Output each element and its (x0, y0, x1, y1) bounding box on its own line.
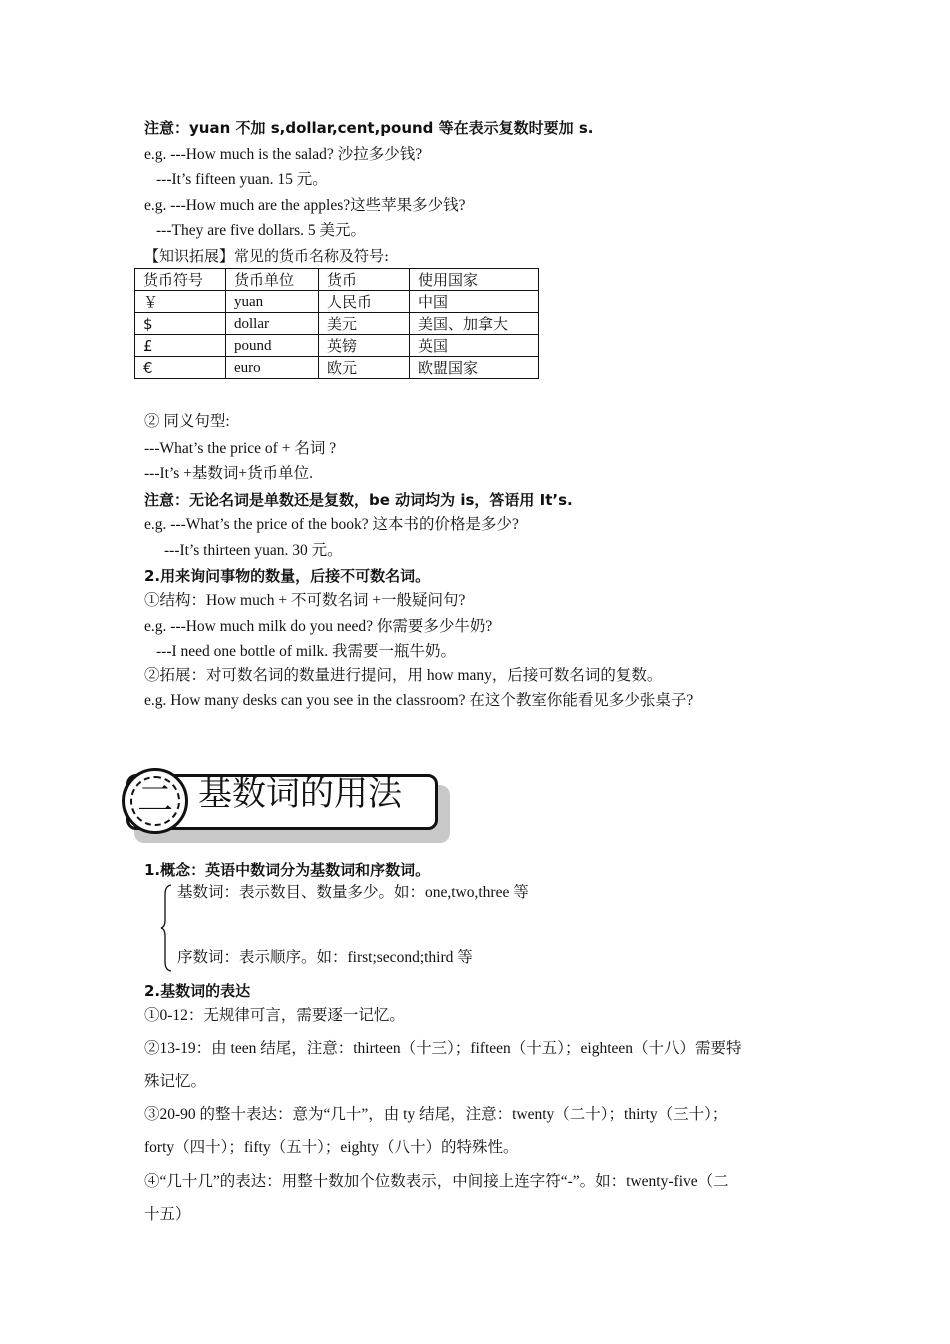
table-cell-currency: 美元 (319, 313, 410, 335)
pattern-question: ---What’s the price of + 名词 ? (144, 440, 337, 457)
example-apples-answer: ---They are five dollars. 5 美元。 (156, 222, 367, 239)
rule-compound-line2: 十五） (144, 1206, 191, 1223)
expression-title: 2.基数词的表达 (144, 982, 251, 1000)
concept-title: 1.概念：英语中数词分为基数词和序数词。 (144, 861, 431, 879)
table-header-cell: 货币符号 (135, 269, 226, 291)
example-apples-question: e.g. ---How much are the apples?这些苹果多少钱? (144, 197, 466, 214)
rule-13-19-line2: 殊记忆。 (144, 1073, 207, 1090)
ordinal-definition: 序数词：表示顺序。如：first;second;third 等 (177, 949, 473, 966)
currency-table (134, 268, 539, 379)
table-cell-symbol: £ (135, 335, 226, 357)
example-salad-question: e.g. ---How much is the salad? 沙拉多少钱? (144, 146, 423, 163)
note-plural-currency: 注意：yuan 不加 s,dollar,cent,pound 等在表示复数时要加 s. (144, 119, 594, 137)
knowledge-extension-title: 【知识拓展】常见的货币名称及符号: (144, 247, 390, 265)
table-cell-symbol: $ (135, 313, 226, 335)
table-row (135, 335, 539, 357)
table-cell-unit: pound (226, 335, 319, 357)
table-cell-country: 英国 (410, 335, 539, 357)
banner-title: 基数词的用法 (198, 774, 402, 814)
curly-brace (160, 884, 172, 972)
synonym-pattern-title: ② 同义句型: (144, 413, 230, 430)
table-cell-country: 欧盟国家 (410, 357, 539, 379)
table-cell-unit: euro (226, 357, 319, 379)
example-salad-answer: ---It’s fifteen yuan. 15 元。 (156, 171, 328, 188)
example-desks: e.g. How many desks can you see in the classroom? 在这个教室你能看见多少张桌子? (144, 692, 694, 709)
usage-quantity-title: 2.用来询问事物的数量，后接不可数名词。 (144, 567, 431, 585)
rule-0-12: ①0-12：无规律可言，需要逐一记忆。 (144, 1007, 405, 1024)
table-cell-symbol: € (135, 357, 226, 379)
table-row (135, 357, 539, 379)
cardinal-definition: 基数词：表示数目、数量多少。如：one,two,three 等 (177, 884, 529, 901)
table-cell-currency: 欧元 (319, 357, 410, 379)
table-cell-country: 美国、加拿大 (410, 313, 539, 335)
table-row (135, 291, 539, 313)
table-row (135, 313, 539, 335)
rule-tens-line1: ③20-90 的整十表达：意为“几十”，由 ty 结尾，注意：twenty（二十）；thirty（三十）； (144, 1106, 728, 1123)
pattern-answer: ---It’s +基数词+货币单位. (144, 465, 314, 482)
table-header-row (135, 269, 539, 291)
note-be-verb: 注意：无论名词是单数还是复数，be 动词均为 is，答语用 It’s. (144, 491, 573, 509)
table-cell-unit: dollar (226, 313, 319, 335)
rule-tens-line2: forty（四十）；fifty（五十）；eighty（八十）的特殊性。 (144, 1139, 519, 1156)
table-header-cell: 货币 (319, 269, 410, 291)
example-book-question: e.g. ---What’s the price of the book? 这本书的价格是多少? (144, 516, 519, 533)
table-cell-currency: 人民币 (319, 291, 410, 313)
extension-how-many: ②拓展：对可数名词的数量进行提问，用 how many，后接可数名词的复数。 (144, 667, 663, 684)
rule-compound-line1: ④“几十几”的表达：用整十数加个位数表示，中间接上连字符“-”。如：twenty-five（二 (144, 1173, 729, 1190)
table-header-cell: 使用国家 (410, 269, 539, 291)
example-milk-question: e.g. ---How much milk do you need? 你需要多少牛奶? (144, 618, 493, 635)
table-cell-unit: yuan (226, 291, 319, 313)
table-header-cell: 货币单位 (226, 269, 319, 291)
rule-13-19-line1: ②13-19：由 teen 结尾，注意：thirteen（十三）；fifteen（十五）；eighteen（十八）需要特 (144, 1040, 742, 1057)
example-milk-answer: ---I need one bottle of milk. 我需要一瓶牛奶。 (156, 643, 457, 660)
table-cell-country: 中国 (410, 291, 539, 313)
structure-how-much: ①结构：How much + 不可数名词 +一般疑问句? (144, 592, 466, 609)
table-cell-currency: 英镑 (319, 335, 410, 357)
example-book-answer: ---It’s thirteen yuan. 30 元。 (164, 542, 343, 559)
banner-number: 二 (136, 779, 173, 820)
table-cell-symbol: ￥ (135, 291, 226, 313)
